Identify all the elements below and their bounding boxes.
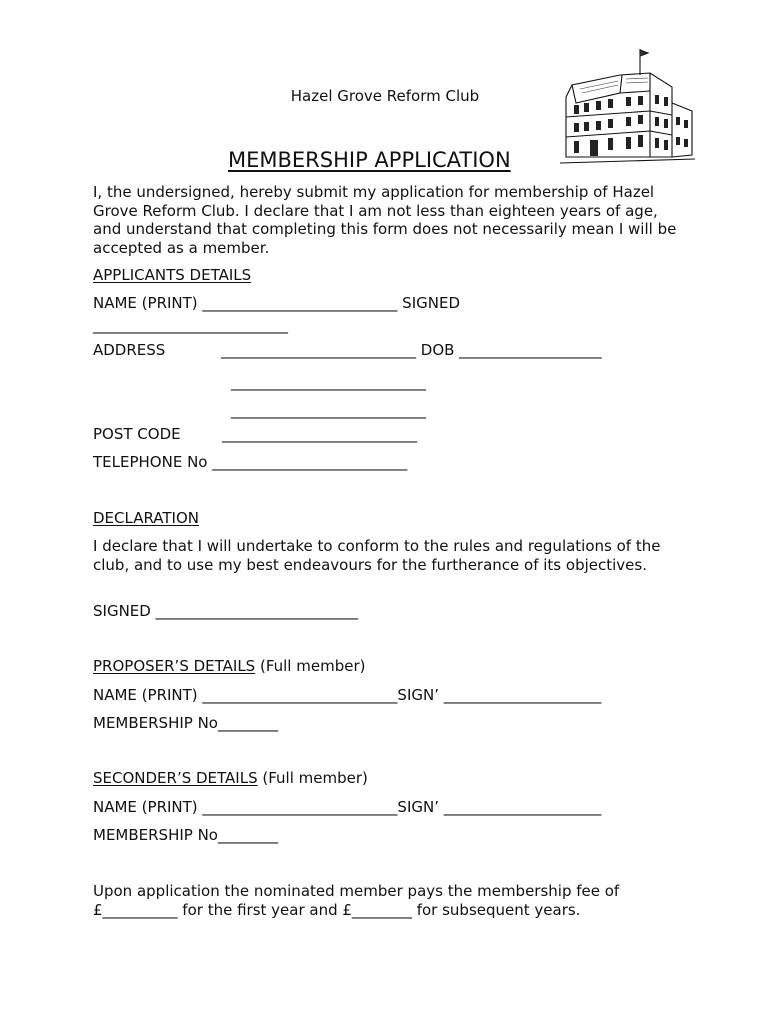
form-title: MEMBERSHIP APPLICATION [228, 148, 511, 172]
address-label: ADDRESS [93, 341, 166, 359]
seconder-heading: SECONDER’S DETAILS [93, 769, 258, 787]
seconder-heading-line [93, 769, 368, 787]
proposer-membership-line[interactable]: MEMBERSHIP No________ [93, 714, 278, 732]
telephone-field[interactable]: TELEPHONE No __________________________ [93, 453, 408, 471]
applicant-name-signed-line[interactable]: NAME (PRINT) __________________________ SIGNED [93, 294, 461, 312]
intro-paragraph: I, the undersigned, hereby submit my application for membership of Hazel Grove Reform Club. I declare that I am not less than eighteen years of age, and understand that completing this form does not necessarily mean I will be accepted as a member. [93, 183, 677, 257]
fee-line-2[interactable]: £__________ for the first year and £________ for subsequent years. [93, 901, 581, 919]
applicant-signature-line[interactable]: __________________________ [93, 316, 288, 334]
applicants-heading: APPLICANTS DETAILS [93, 266, 252, 284]
declaration-heading: DECLARATION [93, 509, 199, 527]
club-building-illustration [560, 45, 695, 170]
proposer-name-sign-line[interactable]: NAME (PRINT) __________________________SIGN’ _____________________ [93, 686, 602, 704]
address-line-3[interactable]: __________________________ [231, 401, 426, 419]
postcode-field[interactable]: __________________________ [222, 425, 417, 443]
declaration-text: I declare that I will undertake to conform to the rules and regulations of the club, and to use my best endeavours for the furtherance of its objectives. [93, 537, 661, 574]
seconder-name-sign-line[interactable]: NAME (PRINT) __________________________SIGN’ _____________________ [93, 798, 602, 816]
postcode-label: POST CODE [93, 425, 181, 443]
club-name: Hazel Grove Reform Club [290, 87, 480, 105]
seconder-heading-suffix: (Full member) [257, 769, 368, 787]
declaration-signed-line[interactable]: SIGNED ___________________________ [93, 602, 359, 620]
proposer-heading-line [93, 657, 365, 675]
address-line-2[interactable]: __________________________ [231, 373, 426, 391]
proposer-heading-suffix: (Full member) [255, 657, 366, 675]
fee-line-1: Upon application the nominated member pays the membership fee of [93, 882, 620, 900]
seconder-membership-line[interactable]: MEMBERSHIP No________ [93, 826, 278, 844]
address-dob-line[interactable]: __________________________ DOB ___________________ [221, 341, 602, 359]
proposer-heading: PROPOSER’S DETAILS [93, 657, 256, 675]
